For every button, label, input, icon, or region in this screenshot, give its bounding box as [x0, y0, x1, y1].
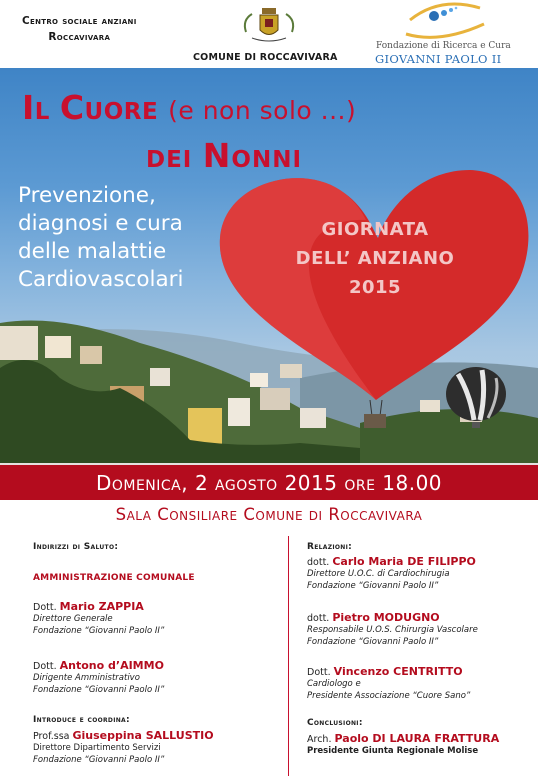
speaker-title: Dott. — [307, 667, 331, 678]
speaker-name: Carlo Maria DE FILIPPO — [332, 555, 476, 568]
speaker-role: Direttore Generale — [33, 614, 113, 624]
speaker-block — [33, 600, 164, 637]
forest-right — [360, 409, 538, 463]
title-il: Il — [22, 88, 50, 127]
balloon-basket — [364, 414, 386, 428]
speaker-title: Dott. — [33, 602, 57, 613]
subtitle-line: delle malattie — [18, 239, 167, 264]
giornata-line: DELL’ ANZIANO — [295, 248, 455, 269]
speaker-name: Vincenzo CENTRITTO — [333, 665, 463, 678]
comune-coat-of-arms-icon — [238, 6, 300, 46]
giornata-line: 2015 — [348, 277, 402, 298]
subtitle-line: diagnosi e cura — [18, 211, 183, 236]
speaker-role: Presidente Associazione “Cuore Sano” — [307, 691, 471, 701]
centro-sociale-label — [22, 13, 137, 45]
title-cuore: Cuore — [59, 88, 159, 127]
speaker-role: Fondazione “Giovanni Paolo II” — [33, 685, 165, 695]
speaker-role: Fondazione “Giovanni Paolo II” — [33, 626, 165, 636]
coordinator-name-line — [33, 729, 214, 742]
coordinator-block — [33, 729, 214, 766]
speaker-role: Cardiologo e — [307, 679, 361, 689]
fondazione-logo-icon — [400, 0, 490, 40]
speaker-role: Dirigente Amministrativo — [33, 673, 140, 683]
event-date: Domenica, 2 agosto 2015 ore 18.00 — [95, 470, 443, 495]
subtitle — [18, 182, 183, 294]
speaker-block — [307, 665, 470, 702]
giornata-label — [270, 215, 480, 302]
speaker-role: Fondazione “Giovanni Paolo II” — [307, 581, 439, 591]
speaker-title: dott. — [307, 557, 330, 568]
title-line-1 — [22, 88, 356, 127]
speaker-name-line — [307, 665, 470, 678]
coordinator-title: Prof.ssa — [33, 731, 70, 742]
speaker-role: Responsabile U.O.S. Chirurgia Vascolare — [307, 625, 478, 635]
centro-line-2: Roccavivara — [48, 31, 111, 43]
header — [0, 0, 538, 68]
centro-line-1: Centro sociale anziani — [22, 15, 137, 27]
conclusion-name: Paolo DI LAURA FRATTURA — [334, 732, 500, 745]
hero-banner — [0, 68, 538, 463]
fondazione-line-1: Fondazione di Ricerca e Cura — [376, 41, 511, 51]
title-nonni: Nonni — [202, 136, 303, 175]
comune-label: COMUNE DI ROCCAVIVARA — [193, 52, 338, 63]
title-line-2 — [146, 136, 302, 175]
column-divider — [288, 536, 289, 776]
speaker-name: Pietro MODUGNO — [332, 611, 440, 624]
amministrazione-label: AMMINISTRAZIONE COMUNALE — [33, 573, 195, 583]
speaker-title: dott. — [307, 613, 330, 624]
conclusion-title: Arch. — [307, 734, 332, 745]
conclusion-name-line — [307, 732, 499, 745]
relazioni-heading: Relazioni: — [307, 542, 353, 552]
speaker-name-line — [307, 611, 478, 624]
subtitle-line: Cardiovascolari — [18, 267, 184, 292]
speaker-name-line — [33, 659, 164, 672]
speaker-name-line — [307, 555, 476, 568]
speaker-role: Direttore U.O.C. di Cardiochirugia — [307, 569, 450, 579]
coordinator-role: Direttore Dipartimento Servizi — [33, 743, 161, 753]
title-dei: dei — [146, 136, 193, 175]
giornata-line: GIORNATA — [321, 219, 429, 240]
speaker-name: Antono d’AIMMO — [59, 659, 164, 672]
speaker-name-line — [33, 600, 164, 613]
speaker-title: Dott. — [33, 661, 57, 672]
conclusion-role: Presidente Giunta Regionale Molise — [307, 746, 479, 756]
speaker-block — [307, 555, 476, 592]
coordinator-name: Giuseppina SALLUSTIO — [72, 729, 214, 742]
speaker-role: Fondazione “Giovanni Paolo II” — [307, 637, 439, 647]
date-banner — [0, 463, 538, 500]
subtitle-line: Prevenzione, — [18, 183, 156, 208]
fondazione-line-2: GIOVANNI PAOLO II — [375, 52, 502, 66]
indirizzi-heading: Indirizzi di Saluto: — [33, 542, 119, 552]
conclusioni-heading: Conclusioni: — [307, 718, 363, 728]
title-paren: (e non solo ...) — [168, 96, 357, 125]
coordinator-role: Fondazione “Giovanni Paolo II” — [33, 755, 165, 765]
conclusion-block — [307, 732, 499, 757]
event-venue: Sala Consiliare Comune di Roccavivara — [115, 505, 423, 524]
introduce-heading: Introduce e coordina: — [33, 715, 130, 725]
speaker-block — [33, 659, 164, 696]
speaker-block — [307, 611, 478, 648]
speaker-name: Mario ZAPPIA — [59, 600, 144, 613]
